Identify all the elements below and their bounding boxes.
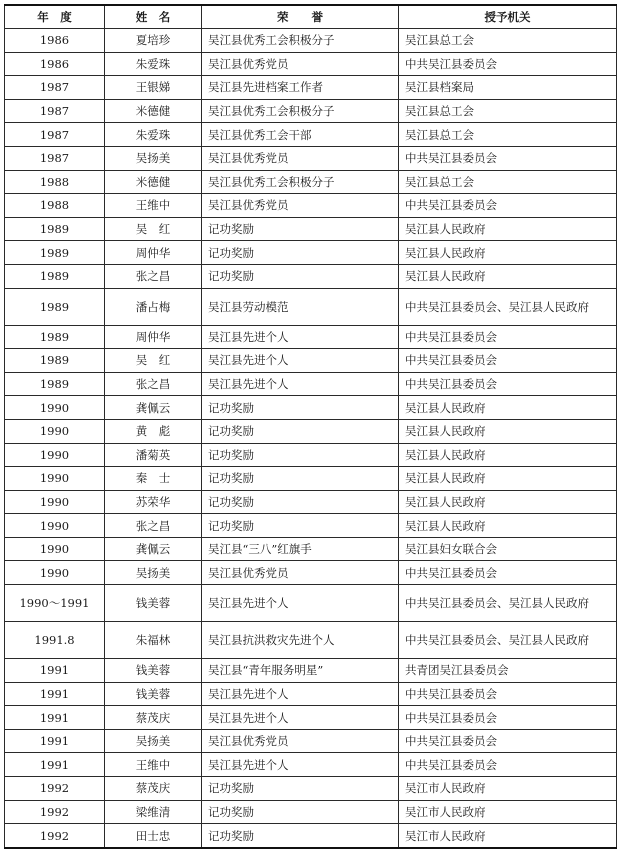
row-year-cell: 1989 [5,264,105,288]
row-name-cell: 米德健 [105,99,202,123]
header-honor: 荣 誉 [202,5,399,29]
row-year-cell: 1989 [5,241,105,265]
row-honor-cell: 记功奖励 [202,241,399,265]
table-row [5,537,617,561]
row-honor-cell: 记功奖励 [202,217,399,241]
row-year-cell: 1992 [5,800,105,824]
table-row [5,824,617,848]
row-org-cell: 吴江市人民政府 [399,777,617,801]
row-name-cell: 米德健 [105,170,202,194]
row-name-cell: 潘占梅 [105,288,202,325]
table-row [5,443,617,467]
row-honor-cell: 吴江县劳动模范 [202,288,399,325]
row-year-cell: 1986 [5,52,105,76]
row-year-cell: 1990 [5,396,105,420]
row-honor-cell: 记功奖励 [202,824,399,848]
table-row [5,706,617,730]
row-name-cell: 潘菊英 [105,443,202,467]
row-year-cell: 1990 [5,561,105,585]
table-row [5,777,617,801]
row-year-cell: 1990 [5,419,105,443]
row-org-cell: 吴江县妇女联合会 [399,537,617,561]
table-row [5,194,617,218]
header-name: 姓 名 [105,5,202,29]
row-honor-cell: 吴江县优秀党员 [202,561,399,585]
row-name-cell: 钱美蓉 [105,682,202,706]
row-year-cell: 1990 [5,443,105,467]
row-org-cell: 吴江县人民政府 [399,467,617,491]
row-honor-cell: 吴江县“三八”红旗手 [202,537,399,561]
table-row [5,146,617,170]
row-org-cell: 吴江县总工会 [399,29,617,53]
row-name-cell: 吴扬美 [105,729,202,753]
row-honor-cell: 吴江县先进档案工作者 [202,76,399,100]
row-year-cell: 1991 [5,706,105,730]
row-honor-cell: 吴江县优秀工会积极分子 [202,99,399,123]
table-row [5,76,617,100]
row-org-cell: 中共吴江县委员会 [399,561,617,585]
row-name-cell: 吴 红 [105,217,202,241]
row-org-cell: 中共吴江县委员会、吴江县人民政府 [399,622,617,659]
row-honor-cell: 吴江县先进个人 [202,349,399,373]
table-row [5,241,617,265]
table-row [5,349,617,373]
row-year-cell: 1990 [5,537,105,561]
row-year-cell: 1991 [5,659,105,683]
row-name-cell: 钱美蓉 [105,659,202,683]
table-row [5,753,617,777]
row-name-cell: 王银娣 [105,76,202,100]
row-org-cell: 中共吴江县委员会 [399,349,617,373]
table-body [5,29,617,848]
row-honor-cell: 记功奖励 [202,264,399,288]
row-org-cell: 吴江县人民政府 [399,396,617,420]
table-row [5,800,617,824]
row-honor-cell: 记功奖励 [202,514,399,538]
row-name-cell: 秦 士 [105,467,202,491]
row-name-cell: 朱爱珠 [105,123,202,147]
row-honor-cell: 吴江县先进个人 [202,753,399,777]
row-org-cell: 中共吴江县委员会 [399,52,617,76]
table-row [5,729,617,753]
row-honor-cell: 吴江县抗洪救灾先进个人 [202,622,399,659]
table-row [5,123,617,147]
row-year-cell: 1990 [5,490,105,514]
row-honor-cell: 吴江县优秀党员 [202,52,399,76]
row-org-cell: 吴江县人民政府 [399,443,617,467]
row-name-cell: 梁维清 [105,800,202,824]
row-org-cell: 吴江县人民政府 [399,490,617,514]
row-org-cell: 吴江县总工会 [399,99,617,123]
row-org-cell: 中共吴江县委员会、吴江县人民政府 [399,288,617,325]
row-name-cell: 龚佩云 [105,537,202,561]
row-name-cell: 钱美蓉 [105,585,202,622]
row-year-cell: 1986 [5,29,105,53]
row-name-cell: 夏培珍 [105,29,202,53]
table-row [5,217,617,241]
row-name-cell: 张之昌 [105,264,202,288]
row-name-cell: 吴扬美 [105,561,202,585]
row-honor-cell: 吴江县优秀党员 [202,146,399,170]
honors-table-page [4,4,616,849]
row-honor-cell: 吴江县先进个人 [202,585,399,622]
row-org-cell: 中共吴江县委员会 [399,194,617,218]
row-year-cell: 1987 [5,146,105,170]
row-org-cell: 中共吴江县委员会 [399,682,617,706]
row-org-cell: 中共吴江县委员会 [399,372,617,396]
row-honor-cell: 记功奖励 [202,396,399,420]
table-row [5,325,617,349]
table-row [5,264,617,288]
table-row [5,170,617,194]
row-name-cell: 蔡茂庆 [105,706,202,730]
row-name-cell: 张之昌 [105,514,202,538]
table-row [5,561,617,585]
table-header-row [5,5,617,29]
row-org-cell: 中共吴江县委员会 [399,729,617,753]
row-org-cell: 吴江市人民政府 [399,800,617,824]
row-year-cell: 1990 [5,467,105,491]
row-honor-cell: 吴江县先进个人 [202,706,399,730]
table-row [5,514,617,538]
row-name-cell: 张之昌 [105,372,202,396]
row-name-cell: 朱爱珠 [105,52,202,76]
row-year-cell: 1989 [5,372,105,396]
row-honor-cell: 吴江县优秀工会积极分子 [202,29,399,53]
table-row [5,372,617,396]
row-org-cell: 吴江县总工会 [399,170,617,194]
row-honor-cell: 记功奖励 [202,419,399,443]
header-year: 年 度 [5,5,105,29]
row-honor-cell: 记功奖励 [202,800,399,824]
row-org-cell: 吴江县人民政府 [399,264,617,288]
table-row [5,29,617,53]
row-org-cell: 吴江县人民政府 [399,419,617,443]
table-row [5,659,617,683]
row-org-cell: 吴江县人民政府 [399,217,617,241]
table-row [5,99,617,123]
row-honor-cell: 吴江县优秀党员 [202,194,399,218]
row-org-cell: 中共吴江县委员会 [399,325,617,349]
table-row [5,419,617,443]
row-org-cell: 吴江县人民政府 [399,241,617,265]
row-name-cell: 朱福林 [105,622,202,659]
row-name-cell: 王维中 [105,194,202,218]
row-year-cell: 1989 [5,288,105,325]
table-row [5,467,617,491]
row-year-cell: 1987 [5,76,105,100]
row-name-cell: 吴 红 [105,349,202,373]
row-org-cell: 吴江县总工会 [399,123,617,147]
table-row [5,622,617,659]
row-honor-cell: 吴江县优秀工会干部 [202,123,399,147]
row-org-cell: 中共吴江县委员会、吴江县人民政府 [399,585,617,622]
table-row [5,490,617,514]
row-year-cell: 1988 [5,170,105,194]
row-year-cell: 1992 [5,824,105,848]
table-row [5,396,617,420]
row-org-cell: 中共吴江县委员会 [399,706,617,730]
row-name-cell: 黄 彪 [105,419,202,443]
row-year-cell: 1990 [5,514,105,538]
table-row [5,585,617,622]
row-honor-cell: 吴江县先进个人 [202,325,399,349]
header-org: 授予机关 [399,5,617,29]
row-name-cell: 苏荣华 [105,490,202,514]
row-honor-cell: 吴江县优秀工会积极分子 [202,170,399,194]
row-org-cell: 中共吴江县委员会 [399,146,617,170]
row-name-cell: 蔡茂庆 [105,777,202,801]
row-name-cell: 田士忠 [105,824,202,848]
table-row [5,288,617,325]
row-name-cell: 周仲华 [105,325,202,349]
row-year-cell: 1991 [5,729,105,753]
table-row [5,52,617,76]
row-honor-cell: 记功奖励 [202,777,399,801]
row-org-cell: 吴江县档案局 [399,76,617,100]
row-honor-cell: 记功奖励 [202,490,399,514]
row-honor-cell: 吴江县先进个人 [202,682,399,706]
row-year-cell: 1988 [5,194,105,218]
row-year-cell: 1987 [5,123,105,147]
row-year-cell: 1991 [5,753,105,777]
row-org-cell: 吴江县人民政府 [399,514,617,538]
row-org-cell: 共青团吴江县委员会 [399,659,617,683]
honors-table [4,4,617,849]
row-year-cell: 1989 [5,217,105,241]
row-org-cell: 中共吴江县委员会 [399,753,617,777]
row-year-cell: 1991.8 [5,622,105,659]
row-year-cell: 1989 [5,349,105,373]
row-year-cell: 1990～1991 [5,585,105,622]
table-row [5,682,617,706]
row-org-cell: 吴江市人民政府 [399,824,617,848]
row-name-cell: 周仲华 [105,241,202,265]
row-name-cell: 吴扬美 [105,146,202,170]
row-honor-cell: 记功奖励 [202,443,399,467]
row-year-cell: 1992 [5,777,105,801]
row-honor-cell: 记功奖励 [202,467,399,491]
row-honor-cell: 吴江县先进个人 [202,372,399,396]
row-year-cell: 1989 [5,325,105,349]
row-year-cell: 1987 [5,99,105,123]
row-name-cell: 龚佩云 [105,396,202,420]
row-honor-cell: 吴江县优秀党员 [202,729,399,753]
row-honor-cell: 吴江县“青年服务明星” [202,659,399,683]
row-year-cell: 1991 [5,682,105,706]
row-name-cell: 王维中 [105,753,202,777]
